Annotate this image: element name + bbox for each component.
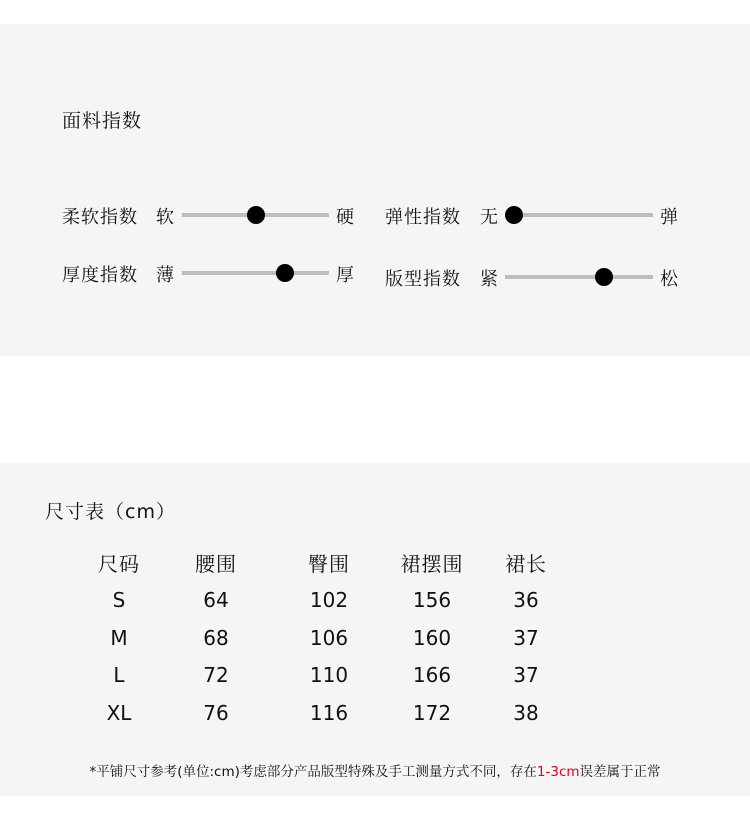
table-row	[70, 694, 582, 732]
slider-min-label: 无	[480, 207, 498, 228]
table-cell: 68	[203, 625, 229, 650]
slider-max-label: 厚	[336, 265, 354, 286]
table-cell: 36	[513, 588, 539, 613]
slider-label: 厚度指数	[62, 265, 138, 286]
slider-max-label: 硬	[336, 207, 354, 228]
table-cell: 106	[309, 625, 349, 650]
fit-slider	[385, 262, 685, 292]
slider-track	[514, 213, 653, 217]
table-cell: 110	[309, 663, 349, 688]
slider-max-label: 弹	[660, 207, 678, 228]
table-cell: S	[112, 588, 126, 613]
slider-track	[505, 275, 653, 279]
slider-min-label: 薄	[156, 265, 174, 286]
slider-label: 柔软指数	[62, 207, 138, 228]
table-cell: 38	[513, 700, 539, 725]
table-row	[70, 657, 582, 695]
slider-min-label: 紧	[480, 269, 498, 290]
column-header: 臀围	[308, 552, 350, 577]
column-header: 裙摆围	[400, 552, 464, 577]
fabric-index-title: 面料指数	[62, 110, 143, 132]
table-cell: XL	[106, 700, 132, 725]
table-cell: 72	[203, 663, 229, 688]
slider-max-label: 松	[660, 269, 678, 290]
table-cell: 102	[309, 588, 349, 613]
table-row	[70, 582, 582, 620]
elasticity-slider	[385, 200, 685, 230]
table-cell: L	[113, 663, 125, 688]
table-cell: M	[110, 625, 128, 650]
slider-knob	[247, 206, 265, 224]
slider-track	[182, 271, 329, 275]
thickness-slider	[62, 258, 362, 288]
measurement-note	[0, 760, 750, 780]
note-suffix: 误差属于正常	[579, 764, 661, 780]
slider-label: 弹性指数	[385, 207, 461, 228]
table-cell: 37	[513, 625, 539, 650]
column-header: 腰围	[195, 552, 237, 577]
note-prefix: *平铺尺寸参考(单位:cm)考虑部分产品版型特殊及手工测量方式不同，存在	[89, 764, 537, 780]
table-row	[70, 619, 582, 657]
table-cell: 76	[203, 700, 229, 725]
slider-knob	[505, 206, 523, 224]
table-cell: 37	[513, 663, 539, 688]
table-cell: 166	[412, 663, 452, 688]
slider-min-label: 软	[156, 207, 174, 228]
table-header-row	[70, 544, 582, 582]
note-highlight: 1-3cm	[536, 764, 580, 780]
fabric-index-panel	[0, 24, 750, 356]
column-header: 裙长	[505, 552, 547, 577]
table-cell: 156	[412, 588, 452, 613]
slider-knob	[276, 264, 294, 282]
column-header: 尺码	[98, 552, 140, 577]
size-chart-title: 尺寸表（cm）	[45, 501, 176, 523]
softness-slider	[62, 200, 362, 230]
table-cell: 172	[412, 700, 452, 725]
table-cell: 64	[203, 588, 229, 613]
table-cell: 116	[309, 700, 349, 725]
slider-label: 版型指数	[385, 269, 461, 290]
size-table	[70, 544, 582, 732]
table-cell: 160	[412, 625, 452, 650]
slider-knob	[595, 268, 613, 286]
